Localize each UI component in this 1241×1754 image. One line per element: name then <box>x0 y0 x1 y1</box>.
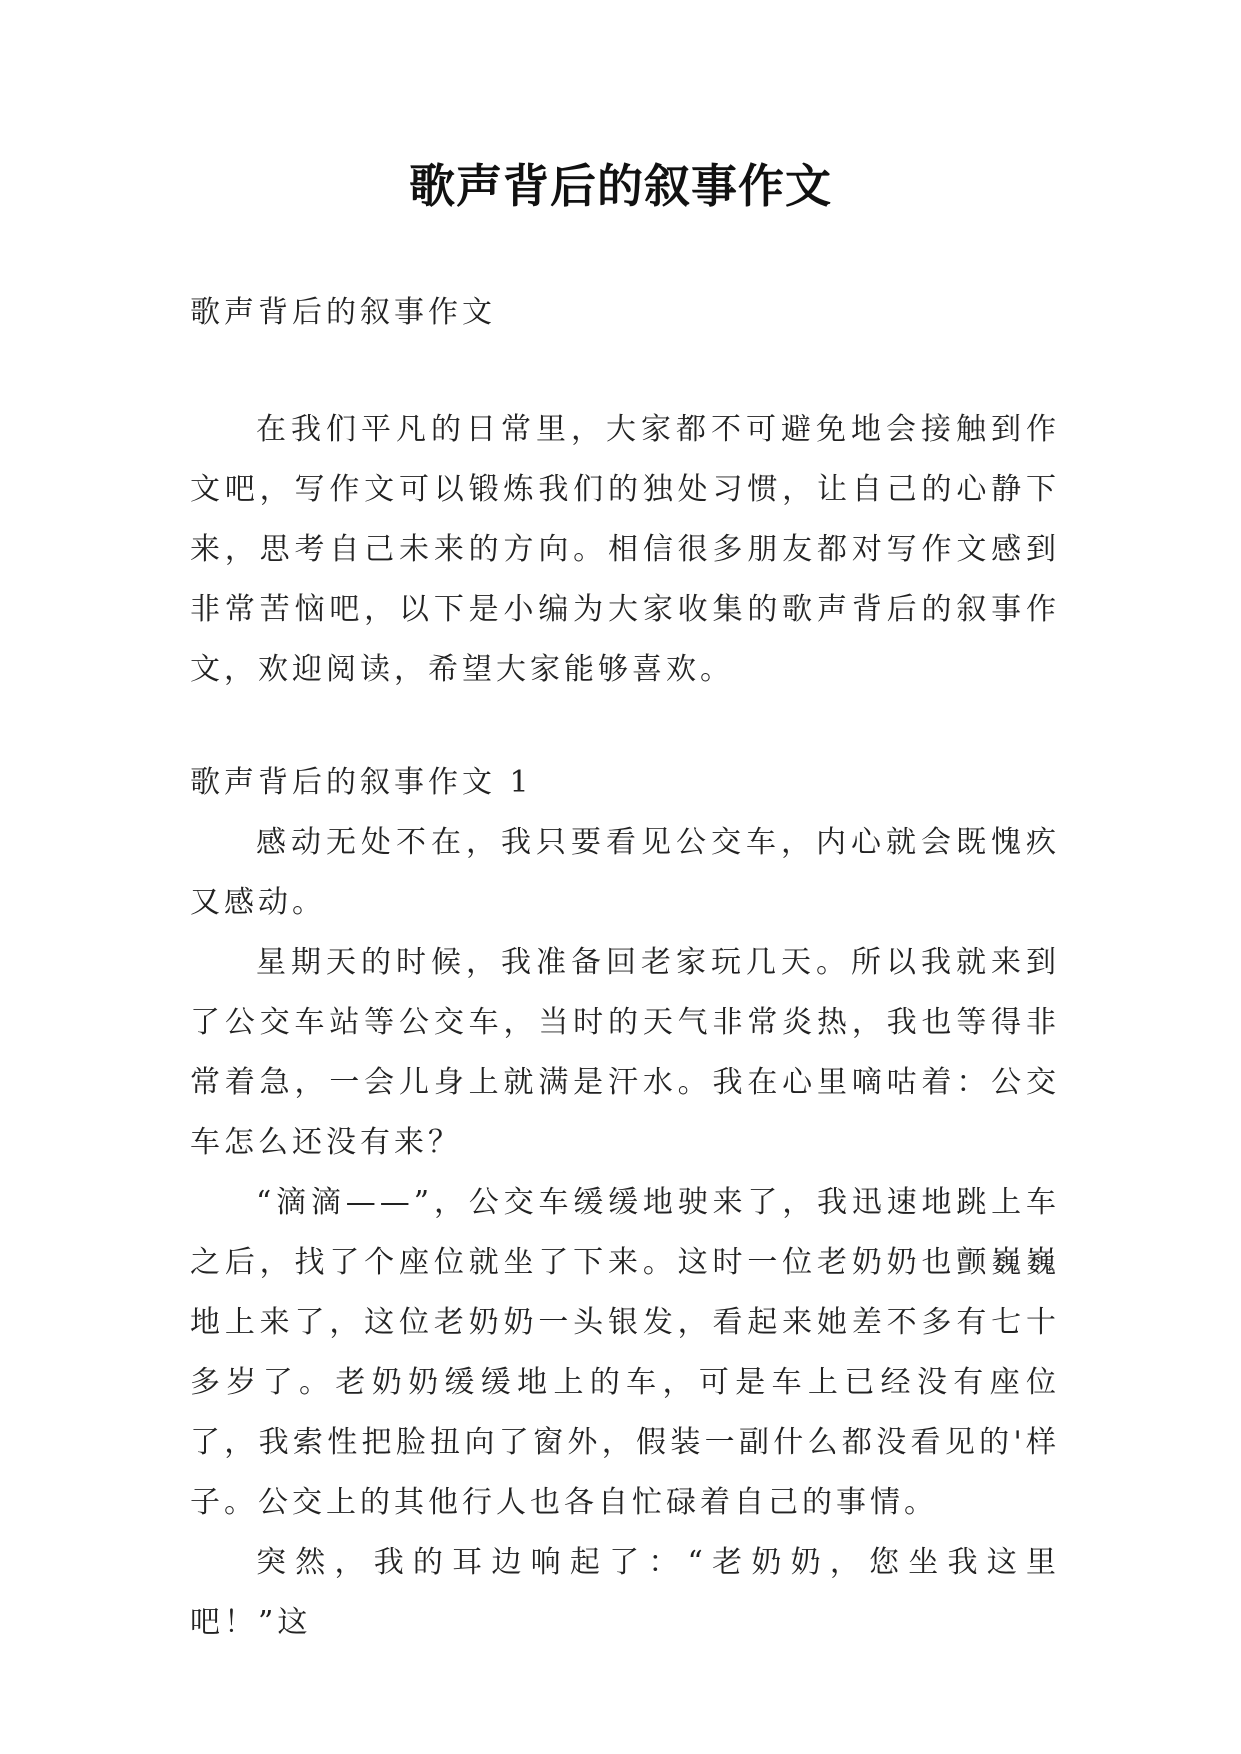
document-title: 歌声背后的叙事作文 <box>409 159 832 213</box>
story-paragraph: 突然，我的耳边响起了：“老奶奶，您坐我这里吧！”这 <box>190 1545 1060 1640</box>
story-paragraph: “滴滴——”，公交车缓缓地驶来了，我迅速地跳上车之后，找了个座位就坐了下来。这时一位老奶奶也颤巍巍地上来了，这位老奶奶一头银发，看起来她差不多有七十多岁了。老奶奶缓缓地上的车，可是车上已经没有座位了，我索性把脸扭向了窗外，假装一副什么都没看见的'样子。公交上的其他行人也各自忙碌着自己的事情。 <box>190 1185 1060 1520</box>
subtitle-text: 歌声背后的叙事作文 <box>190 295 496 330</box>
section-heading-block <box>190 753 1060 813</box>
story-body <box>190 813 1060 1653</box>
intro-paragraph-block <box>190 400 1060 700</box>
story-paragraph: 星期天的时候，我准备回老家玩几天。所以我就来到了公交车站等公交车，当时的天气非常炎热，我也等得非常着急，一会儿身上就满是汗水。我在心里嘀咕着：公交车怎么还没有来？ <box>190 945 1060 1160</box>
story-paragraph: 感动无处不在，我只要看见公交车，内心就会既愧疚又感动。 <box>190 825 1060 920</box>
section-heading: 歌声背后的叙事作文 1 <box>190 765 533 800</box>
document-subtitle <box>190 283 1060 343</box>
intro-paragraph: 在我们平凡的日常里，大家都不可避免地会接触到作文吧，写作文可以锻炼我们的独处习惯，让自己的心静下来，思考自己未来的方向。相信很多朋友都对写作文感到非常苦恼吧，以下是小编为大家收集的歌声背后的叙事作文，欢迎阅读，希望大家能够喜欢。 <box>190 412 1060 687</box>
